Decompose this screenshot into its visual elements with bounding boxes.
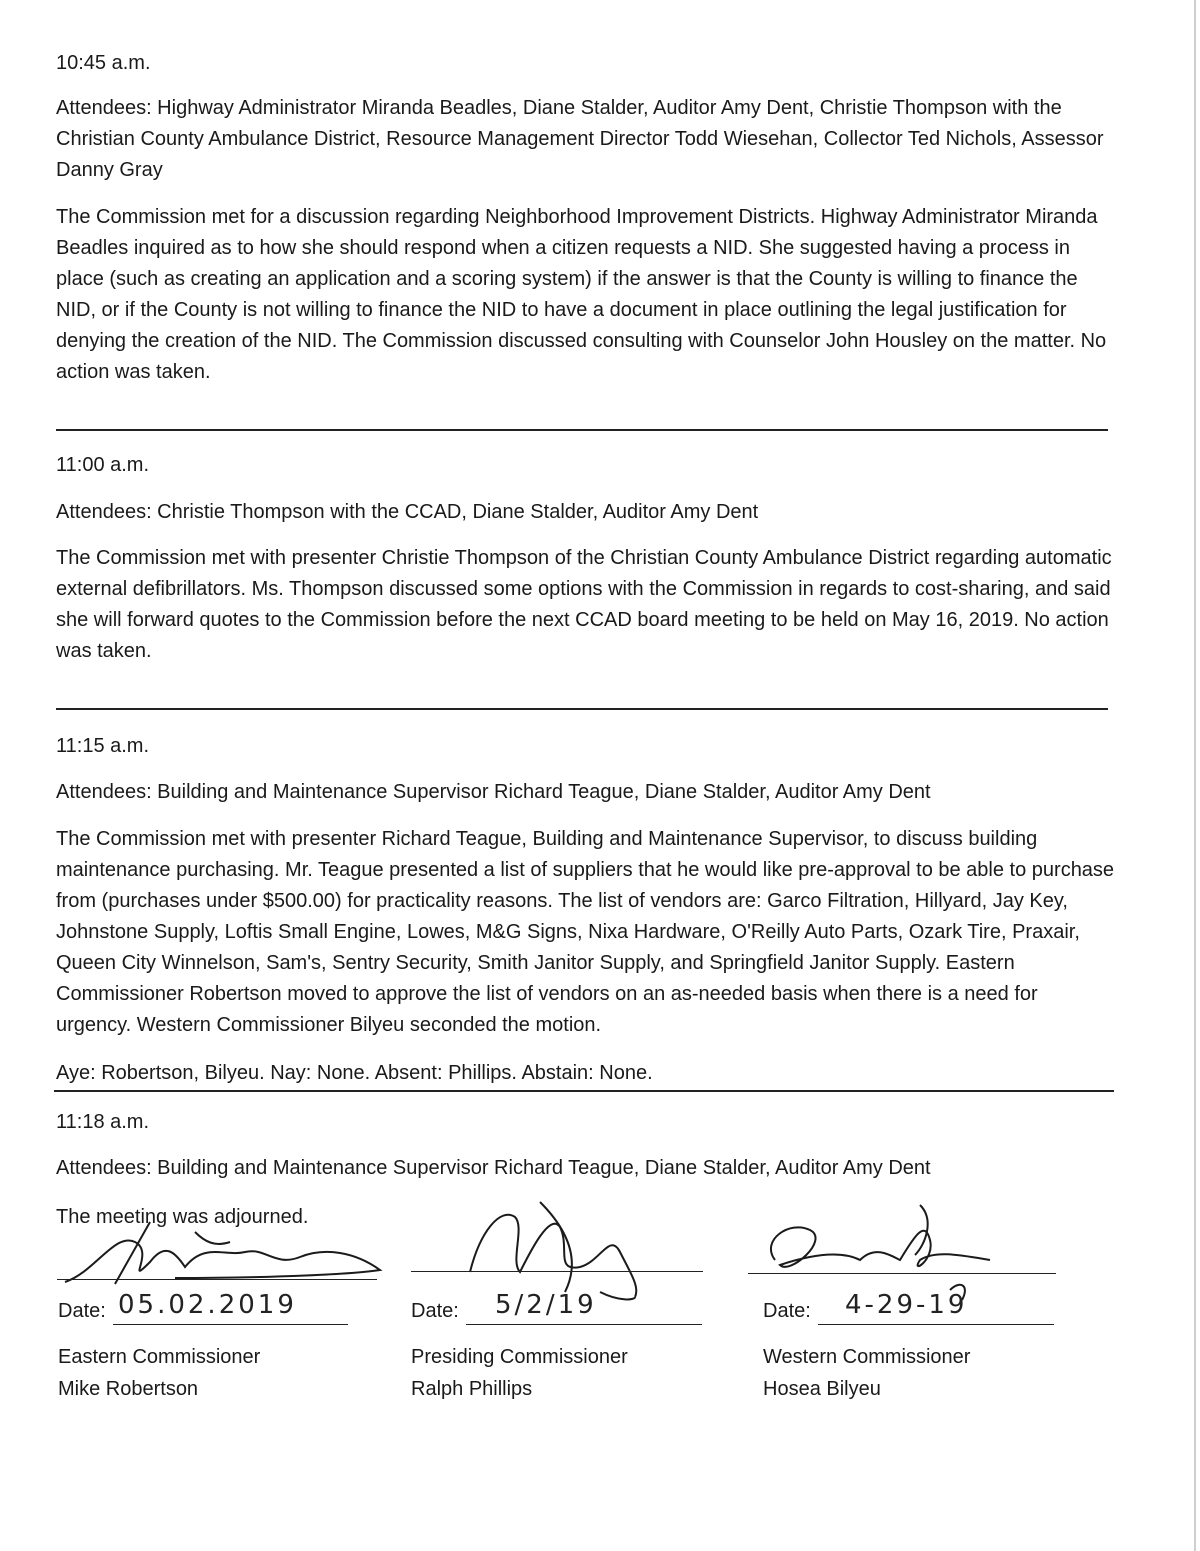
section-attendees: Attendees: Building and Maintenance Supervisor Richard Teague, Diane Stalder, Auditor Amy Dent: [56, 1157, 931, 1179]
section-attendees: Attendees: Christie Thompson with the CCAD, Diane Stalder, Auditor Amy Dent: [56, 501, 759, 523]
signature-robertson: [55, 1212, 395, 1292]
section-time: 11:15 a.m.: [56, 735, 150, 757]
signer-title: Presiding Commissioner: [411, 1346, 628, 1368]
section-divider: [54, 1090, 1114, 1092]
section-attendees: Attendees: Highway Administrator Miranda Beadles, Diane Stalder, Auditor Amy Dent, Christie Thompson with the Christian County Ambulance District, Resource Management Director Todd Wiesehan, Collector Ted Nichols, Assessor Danny Gray: [56, 97, 1104, 181]
date-value-handwritten: 4-29-19: [845, 1290, 968, 1320]
section-divider: [56, 429, 1108, 431]
section-time: 11:18 a.m.: [56, 1111, 150, 1133]
date-label: Date:: [763, 1300, 811, 1322]
signer-title: Western Commissioner: [763, 1346, 971, 1368]
vote-result: Aye: Robertson, Bilyeu. Nay: None. Absent: Phillips. Abstain: None.: [56, 1062, 653, 1084]
date-line: [818, 1324, 1054, 1325]
date-label: Date:: [58, 1300, 106, 1322]
signer-title: Eastern Commissioner: [58, 1346, 261, 1368]
section-divider: [56, 708, 1108, 710]
date-label: Date:: [411, 1300, 459, 1322]
signature-line: [411, 1271, 703, 1272]
date-line: [113, 1324, 348, 1325]
section-body: The Commission met with presenter Richard Teague, Building and Maintenance Supervisor, to discuss building maintenance purchasing. Mr. Teague presented a list of suppliers that he would like pre-approval to be able to purchase from (purchases under $500.00) for practicality reasons. The list of vendors are: Garco Filtration, Hillyard, Jay Key, Johnstone Supply, Loftis Small Engine, Lowes, M&G Signs, Nixa Hardware, O'Reilly Auto Parts, Ozark Tire, Praxair, Queen City Winnelson, Sam's, Sentry Security, Smith Janitor Supply, and Springfield Janitor Supply. Eastern Commissioner Robertson moved to approve the list of vendors on an as-needed basis when there is a need for urgency. Western Commissioner Bilyeu seconded the motion.: [56, 828, 1115, 1036]
signer-name: Ralph Phillips: [411, 1378, 533, 1400]
date-value-handwritten: 5/2/19: [495, 1290, 597, 1320]
scan-edge: [1194, 0, 1196, 1551]
section-time: 10:45 a.m.: [56, 52, 151, 74]
section-time: 11:00 a.m.: [56, 454, 150, 476]
date-line: [466, 1324, 702, 1325]
section-attendees: Attendees: Building and Maintenance Supervisor Richard Teague, Diane Stalder, Auditor Amy Dent: [56, 781, 931, 803]
section-body: The Commission met with presenter Christie Thompson of the Christian County Ambulance District regarding automatic external defibrillators. Ms. Thompson discussed some options with the Commission in regards to cost-sharing, and said she will forward quotes to the Commission before the next CCAD board meeting to be held on May 16, 2019. No action was taken.: [56, 547, 1112, 662]
signer-name: Hosea Bilyeu: [763, 1378, 881, 1400]
section-body: The Commission met for a discussion regarding Neighborhood Improvement Districts. Highway Administrator Miranda Beadles inquired as to how she should respond when a citizen requests a NID. She suggested having a process in place (such as creating an application and a scoring system) if the answer is that the County is willing to finance the NID, or if the County is not willing to finance the NID to have a document in place outlining the legal justification for denying the creation of the NID. The Commission discussed consulting with Counselor John Housley on the matter. No action was taken.: [56, 206, 1107, 383]
signature-line: [57, 1279, 377, 1280]
signer-name: Mike Robertson: [58, 1378, 199, 1400]
adjournment-note: The meeting was adjourned.: [56, 1206, 309, 1228]
date-value-handwritten: 05.02.2019: [118, 1290, 297, 1320]
signature-line: [748, 1273, 1056, 1274]
